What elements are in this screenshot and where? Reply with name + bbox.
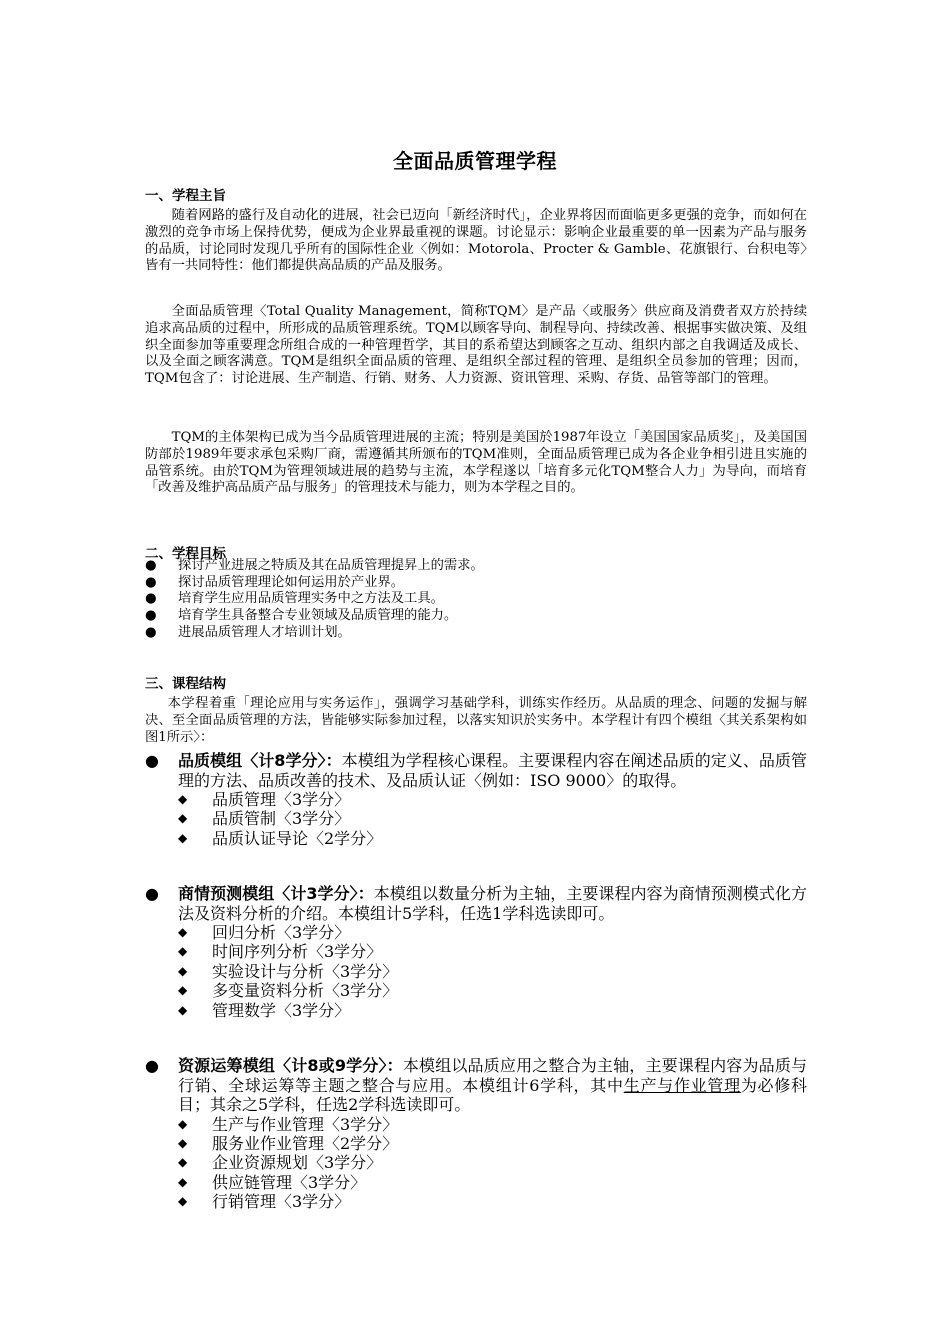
required-course: 生产与作业管理 <box>623 1075 741 1095</box>
diamond-bullet-icon: ◆ <box>178 792 188 806</box>
course-item: ◆ 行销管理〈3学分〉 <box>178 1192 351 1212</box>
diamond-bullet-icon: ◆ <box>178 1174 188 1189</box>
module-name: 资源运筹模组〈计8或9学分〉： <box>178 1056 403 1075</box>
bullet-icon: ● <box>145 884 159 903</box>
bullet-icon: ● <box>145 1056 159 1075</box>
course-item: ◆ 企业资源规划〈3学分〉 <box>178 1153 383 1173</box>
course-item: ◆ 多变量资料分析〈3学分〉 <box>178 981 399 1001</box>
module-quality <box>145 751 807 848</box>
course-item: ◆ 供应链管理〈3学分〉 <box>178 1172 367 1192</box>
module-description: 本模组为学程核心课程。主要课程内容在阐述品质的定义、品质管理的方法、品质改善的技术、及品质认证〈例如：ISO 9000〉的取得。 <box>178 751 807 790</box>
module-description-end: 为必修科目；其余之5学科，任选2学科选读即可。 <box>178 1075 807 1114</box>
diamond-bullet-icon: ◆ <box>178 1135 188 1150</box>
module-description: 本模组以品质应用之整合为主轴，主要课程内容为品质与行销、全球运筹等主题之整合与应用。本模组计6学科，其中 <box>178 1056 807 1095</box>
bullet-icon: ● <box>145 591 157 607</box>
bullet-icon: ● <box>145 558 157 573</box>
structure-intro-paragraph: 本学程着重「理论应用与实务运作」，强调学习基础学科，训练实作经历。从品质的理念、问题的发掘与解决、至全面品质管理的方法，皆能够实际参加过程，以落实知识於实务中。本学程计有四个模组〈其关系架构如图1所示〉： <box>145 696 807 745</box>
purpose-paragraph-1: 随着网路的盛行及自动化的进展，社会已迈向「新经济时代」，企业界将因而面临更多更强的竞争，而如何在激烈的竞争市场上保持优势，便成为企业界最重视的课题。讨论显示：影响企业最重要的单一因素为产品与服务的品质，讨论同时发现几乎所有的国际性企业〈例如：Motorola、Procter & Gamble、花旗银行、台积电等〉皆有一共同特性：他们都提供高品质的产品及服务。 <box>145 208 807 274</box>
list-item: ● 进展品质管理人才培训计划。 <box>145 624 351 640</box>
module-description: 本模组以数量分析为主轴，主要课程内容为商情预测模式化方法及资料分析的介绍。本模组计5学科，任选1学科选读即可。 <box>178 884 807 923</box>
diamond-bullet-icon: ◆ <box>178 830 188 845</box>
document-title: 全面品质管理学程 <box>393 149 557 173</box>
section-heading-purpose: 一、学程主旨 <box>145 188 226 204</box>
course-item: ◆ 回归分析〈3学分〉 <box>178 923 351 942</box>
course-item: ◆ 时间序列分析〈3学分〉 <box>178 942 383 962</box>
course-item: ◆ 品质管制〈3学分〉 <box>178 809 351 829</box>
diamond-bullet-icon: ◆ <box>178 1155 188 1170</box>
diamond-bullet-icon: ◆ <box>178 944 188 959</box>
bullet-icon: ● <box>145 574 157 590</box>
module-name: 品质模组〈计8学分〉： <box>178 751 342 770</box>
course-item: ◆ 生产与作业管理〈3学分〉 <box>178 1114 399 1134</box>
list-item: ● 培育学生具备整合专业领域及品质管理的能力。 <box>145 608 458 624</box>
diamond-bullet-icon: ◆ <box>178 963 188 978</box>
course-item: ◆ 管理数学〈3学分〉 <box>178 1000 351 1020</box>
purpose-paragraph-2: 全面品质管理〈Total Quality Management，简称TQM〉是产品〈或服务〉供应商及消费者双方於持续追求高品质的过程中，所形成的品质管理系统。TQM以顾客导向、制程导向、持续改善、根据事实做决策、及组织全面参加等重要理念所组合成的一种管理哲学，其目的系希望达到顾客之互动、组织内部之自我调适及成长、以及全面之顾客满意。TQM是组织全面品质的管理、是组织全部过程的管理、是组织全员参加的管理；因而，TQM包含了：讨论进展、生产制造、行销、财务、人力资源、资讯管理、采购、存货、品管等部门的管理。 <box>145 304 807 387</box>
course-list <box>178 923 807 1020</box>
section-heading-goals: 二、学程目标 <box>145 546 226 562</box>
course-list <box>178 790 807 848</box>
course-item: ◆ 品质认证导论〈2学分〉 <box>178 828 383 848</box>
list-item: ● 探讨品质管理理论如何运用於产业界。 <box>145 574 405 590</box>
course-list <box>178 1115 807 1212</box>
module-forecasting <box>145 884 807 1020</box>
goals-list <box>145 558 807 642</box>
bullet-icon: ● <box>145 624 157 640</box>
diamond-bullet-icon: ◆ <box>178 925 188 939</box>
diamond-bullet-icon: ◆ <box>178 811 188 826</box>
bullet-icon: ● <box>145 608 157 624</box>
section-heading-structure: 三、课程结构 <box>145 676 226 692</box>
purpose-paragraph-3: TQM的主体架构已成为当今品质管理进展的主流；特别是美国於1987年设立「美国国家品质奖」，及美国国防部於1989年要求承包采购厂商，需遵循其所颁布的TQM准则，全面品质管理已成为各企业争相引进且实施的品管系统。由於TQM为管理领域进展的趋势与主流，本学程遂以「培育多元化TQM整合人力」为导向，而培育「改善及维护高品质产品与服务」的管理技术与能力，则为本学程之目的。 <box>145 430 807 496</box>
list-item: ● 探讨产业进展之特质及其在品质管理提昇上的需求。 <box>145 558 484 573</box>
bullet-icon: ● <box>145 751 159 770</box>
diamond-bullet-icon: ◆ <box>178 983 188 998</box>
module-name: 商情预测模组〈计3学分〉： <box>178 884 374 903</box>
diamond-bullet-icon: ◆ <box>178 1194 188 1209</box>
course-item: ◆ 服务业作业管理〈2学分〉 <box>178 1133 399 1153</box>
list-item: ● 培育学生应用品质管理实务中之方法及工具。 <box>145 591 444 607</box>
diamond-bullet-icon: ◆ <box>178 1002 188 1017</box>
course-item: ◆ 品质管理〈3学分〉 <box>178 790 351 809</box>
course-item: ◆ 实验设计与分析〈3学分〉 <box>178 961 399 981</box>
diamond-bullet-icon: ◆ <box>178 1116 188 1131</box>
module-resource-logistics <box>145 1056 807 1212</box>
